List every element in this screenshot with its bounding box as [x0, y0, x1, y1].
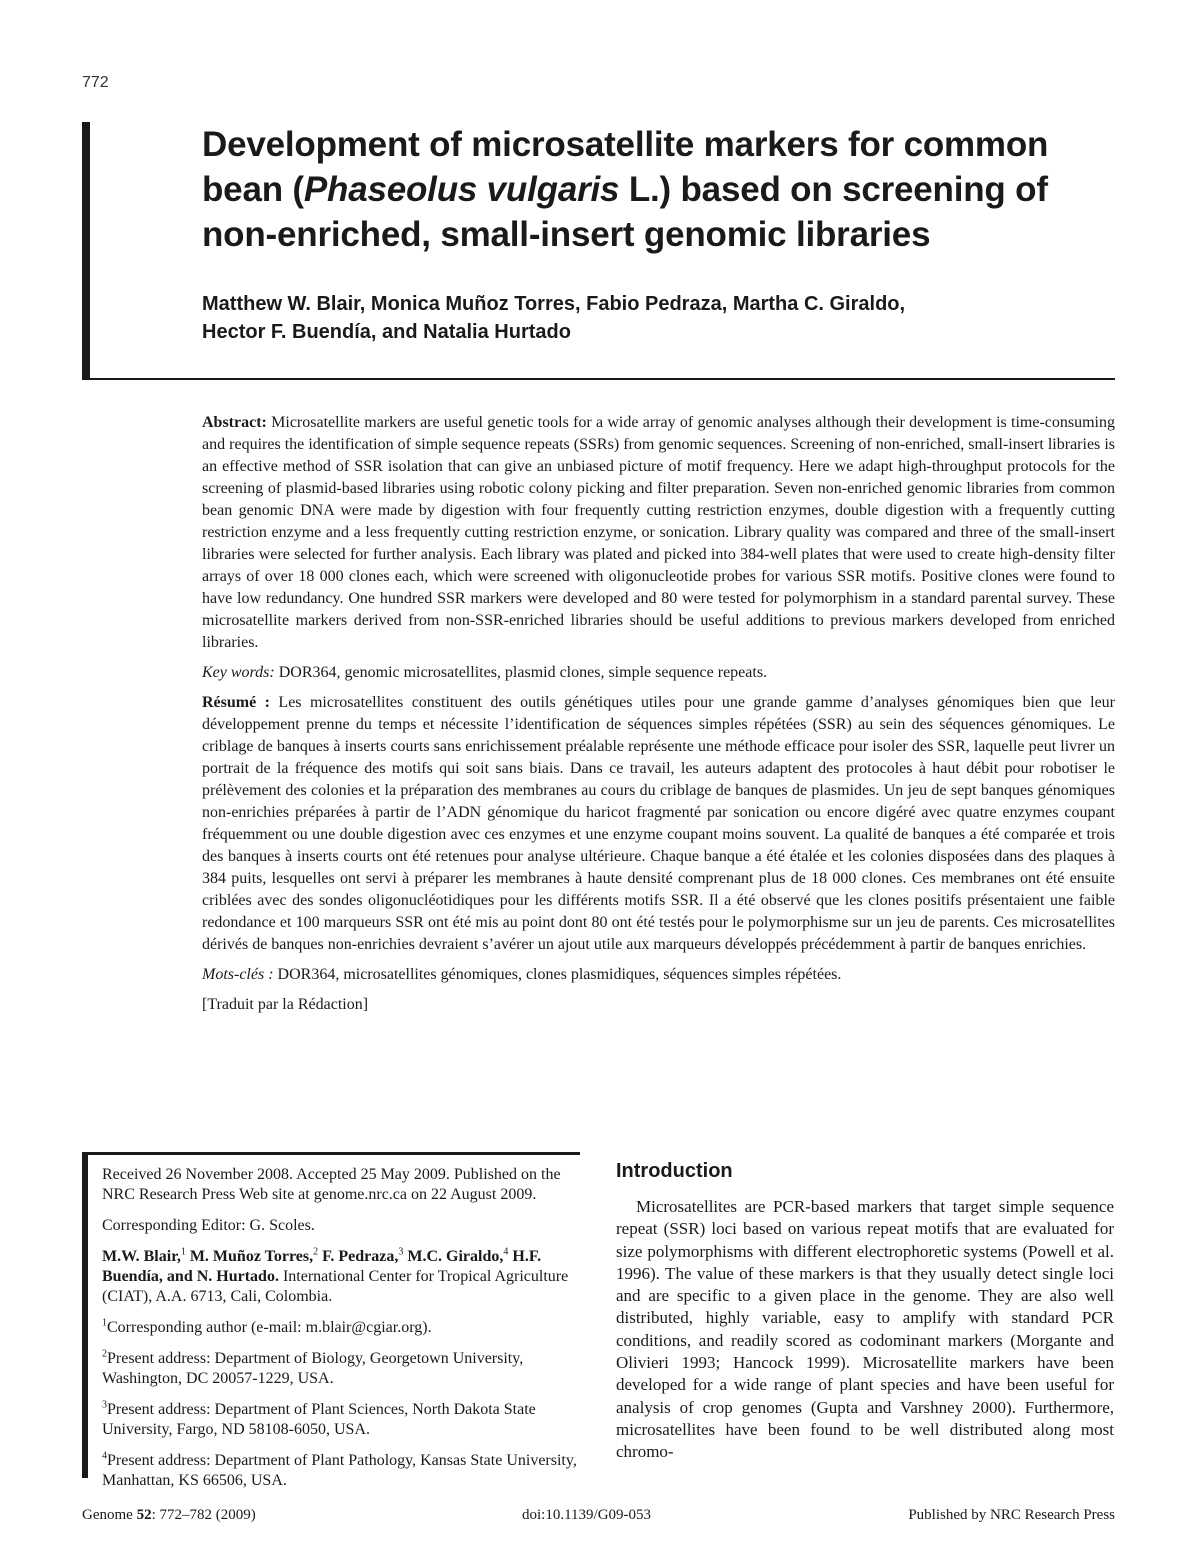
aff-author-2: M. Muñoz Torres, — [185, 1248, 314, 1265]
footnote-text: Present address: Department of Biology, Georgetown University, Washington, DC 20057-1229, USA. — [102, 1350, 524, 1387]
aff-sup-3: 3 — [398, 1246, 404, 1258]
aff-author-4: M.C. Giraldo, — [403, 1248, 504, 1265]
footnote-text: Present address: Department of Plant Pathology, Kansas State University, Manhattan, KS 66506, USA. — [102, 1452, 577, 1489]
title-block — [82, 122, 1115, 380]
introduction-heading: Introduction — [616, 1160, 733, 1182]
aff-author-5: H.F. Buendía, and N. Hurtado. — [102, 1248, 542, 1285]
author-line-1: Matthew W. Blair, Monica Muñoz Torres, Fabio Pedraza, Martha C. Giraldo, — [202, 293, 906, 315]
journal-citation — [82, 1505, 256, 1525]
author-line-2: Hector F. Buendía, and Natalia Hurtado — [202, 321, 571, 343]
footnote-text: Corresponding author (e-mail: m.blair@cgiar.org). — [107, 1319, 432, 1336]
motscles-paragraph — [202, 964, 1115, 986]
title-species: Phaseolus vulgaris — [303, 170, 620, 209]
keywords-text: DOR364, genomic microsatellites, plasmid clones, simple sequence repeats. — [274, 664, 768, 681]
aff-institution: International Center for Tropical Agriculture (CIAT), A.A. 6713, Cali, Colombia. — [102, 1268, 569, 1305]
aff-sup-4: 4 — [503, 1246, 509, 1258]
footnote — [102, 1318, 580, 1338]
article-info-box — [82, 1152, 580, 1489]
footnote — [102, 1451, 580, 1491]
introduction-paragraph: Microsatellites are PCR-based markers that target simple sequence repeat (SSR) loci based on various repeat motifs that are evaluated for size polymorphisms with different electrophoretic systems (Powell et al. 1996). The value of these markers is that they usually detect single loci and are specific to a given place in the genome. They are also well distributed, highly variable, easy to amplify with standard PCR conditions, and readily scored as codominant markers (Morgante and Olivieri 1993; Hancock 1999). Microsatellite markers have been developed for a wide range of plant species and have been useful for analysis of crop genomes (Gupta and Varshney 2000). Furthermore, microsatellites have been found to be well distributed along most chromo- — [616, 1197, 1114, 1462]
introduction-section — [616, 1158, 1114, 1464]
footnote — [102, 1349, 580, 1389]
abstract-section — [202, 412, 1115, 1024]
footnote — [102, 1400, 580, 1440]
page-number: 772 — [82, 74, 109, 91]
aff-sup-1: 1 — [180, 1246, 186, 1258]
resume-label: Résumé : — [202, 694, 270, 711]
motscles-text: DOR364, microsatellites génomiques, clones plasmidiques, séquences simples répétées. — [273, 966, 842, 983]
footnote-number: 2 — [102, 1348, 107, 1360]
corresponding-editor: Corresponding Editor: G. Scoles. — [102, 1217, 315, 1234]
publisher: Published by NRC Research Press — [908, 1507, 1115, 1523]
footnote-number: 1 — [102, 1317, 107, 1329]
aff-author-3: F. Pedraza, — [318, 1248, 399, 1265]
resume-paragraph — [202, 692, 1115, 956]
article-title — [202, 122, 1132, 257]
author-list — [202, 290, 1102, 346]
translation-note: [Traduit par la Rédaction] — [202, 996, 369, 1013]
received-dates: Received 26 November 2008. Accepted 25 May 2009. Published on the NRC Research Press Web site at genome.nrc.ca on 22 August 2009. — [102, 1166, 561, 1203]
footnote-number: 3 — [102, 1399, 107, 1411]
resume-text: Les microsatellites constituent des outils génétiques utiles pour une grande gamme d’analyses génomiques bien que leur développement prenne du temps et nécessite l’identification de séquences simples répétées (SSR) au sein des séquences génomiques. Le criblage de banques à inserts courts sans enrichissement préalable représente une méthode efficace pour isoler des SSR, laquelle peut livrer un portrait de la fréquence des motifs qui soit sans biais. Dans ce travail, les auteurs adaptent des protocoles à haut débit pour robotiser le prélèvement des colonies et la préparation des membranes au cours du criblage de banques de plasmides. Un jeu de sept banques génomiques non-enrichies préparées à partir de l’ADN génomique du haricot fragmenté par sonication ou encore digéré avec quatre enzymes coupant fréquemment ou une double digestion avec ces enzymes et une enzyme coupant moins souvent. La qualité de banques a été comparée et trois des banques à inserts courts ont été retenues pour analyse ultérieure. Chaque banque a été étalée et les colonies disposées dans des plaques à 384 puits, lesquelles ont servi à préparer les membranes à haute densité comprenant plus de 18 000 clones. Ces membranes ont été ensuite criblées avec des sondes oligonucléotidiques pour les différents motifs SSR. Il a été observé que les clones positifs présentaient une faible redondance et 100 marqueurs SSR ont été mis au point dont 80 ont été testés pour le polymorphisme sur un jeu de parents. Ces microsatellites dérivés de banques non-enrichies devraient s’avérer un ajout utile aux marqueurs développés précédemment à partir de banques enrichies. — [202, 694, 1115, 953]
keywords-paragraph — [202, 662, 1115, 684]
title-part-1: Development of microsatellite markers for common bean ( — [202, 125, 1049, 209]
journal-volume: 52 — [136, 1507, 152, 1523]
keywords-label: Key words: — [202, 664, 275, 681]
footnote-text: Present address: Department of Plant Sciences, North Dakota State University, Fargo, ND 58108-6050, USA. — [102, 1401, 536, 1438]
footnotes — [102, 1318, 580, 1491]
title-part-2: L.) based on screening of non-enriched, small-insert genomic libraries — [202, 170, 1048, 254]
aff-author-1: M.W. Blair, — [102, 1248, 181, 1265]
author-affiliations — [102, 1247, 580, 1307]
abstract-label: Abstract: — [202, 414, 267, 431]
footnote-number: 4 — [102, 1450, 107, 1462]
doi[interactable]: doi:10.1139/G09-053 — [522, 1507, 652, 1523]
aff-sup-2: 2 — [313, 1246, 319, 1258]
motscles-label: Mots-clés : — [202, 966, 274, 983]
abstract-paragraph — [202, 412, 1115, 654]
abstract-text: Microsatellite markers are useful genetic tools for a wide array of genomic analyses although their development is time-consuming and requires the identification of simple sequence repeats (SSRs) from genomic sequences. Screening of non-enriched, small-insert libraries is an effective method of SSR isolation that can give an unbiased picture of motif frequency. Here we adapt high-throughput protocols for the screening of plasmid-based libraries using robotic colony picking and filter preparation. Seven non-enriched genomic libraries from common bean genomic DNA were made by digestion with four frequently cutting restriction enzymes, double digestion with a frequently cutting restriction enzyme and a less frequently cutting restriction enzyme, or sonication. Library quality was compared and three of the small-insert libraries were selected for further analysis. Each library was plated and picked into 384-well plates that were used to create high-density filter arrays of over 18 000 clones each, which were screened with oligonucleotide probes for various SSR motifs. Positive clones were found to have low redundancy. One hundred SSR markers were developed and 80 were tested for polymorphism in a standard parental survey. These microsatellite markers derived from non-SSR-enriched libraries should be useful additions to previous markers developed from enriched libraries. — [202, 414, 1115, 651]
journal-name: Genome — [82, 1507, 133, 1523]
journal-pages: : 772–782 (2009) — [151, 1507, 256, 1523]
